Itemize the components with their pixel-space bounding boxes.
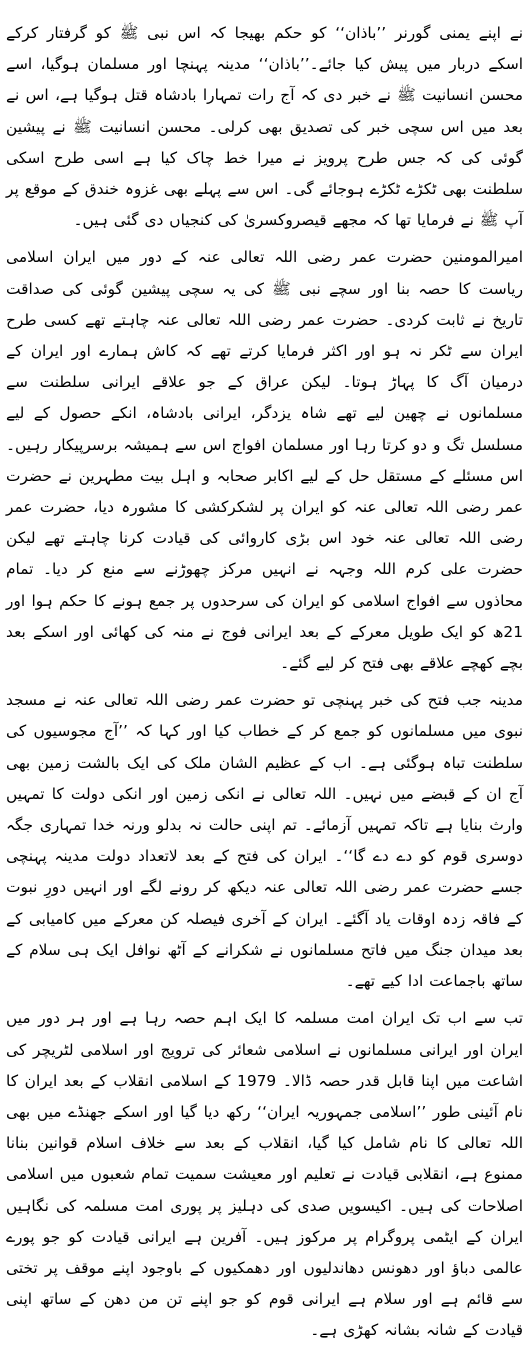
paragraph-1: نے اپنے یمنی گورنر ’’باذان‘‘ کو حکم بھیجا کہ اس نبی ﷺ کو گرفتار کرکے اسکے دربار میں پیش کیا جائے۔’’باذان‘‘ مدینہ پہنچا اور مسلمان ہوگیا، اسے محسن انسانیت ﷺ نے خبر دی کہ آج رات تمہارا بادشاہ قتل ہوگیا ہے، اس نے بعد میں اس سچی خبر کی تصدیق بھی کرلی۔ محسن انسانیت ﷺ نے پیشین گوئی کی کہ جس طرح پرویز نے میرا خط چاک کیا ہے اسی طرح اسکی سلطنت بھی ٹکڑے ٹکڑے ہوجائے گی۔ اس سے پہلے بھی غزوہ خندق کے موقع پر آپ ﷺ نے فرمایا تھا کہ مجھے قیصروکسریٰ کی کنجیاں دی گئی ہیں۔ bbox=[6, 24, 523, 230]
paragraph-4: تب سے اب تک ایران امت مسلمہ کا ایک اہم حصہ رہا ہے اور ہر دور میں ایران اور ایرانی مسلمانوں نے اسلامی شعائر کی ترویج اور اسلامی لٹریچر کی اشاعت میں اپنا قابل قدر حصہ ڈالا۔ 1979 کے اسلامی انقلاب کے بعد ایران کا نام آئینی طور ’’اسلامی جمہوریہ ایران‘‘ رکھ دیا گیا اور اسکے جھنڈے میں بھی اللہ تعالی کا نام شامل کیا گیا، انقلاب کے بعد سے خلاف اسلام قوانین بنانا ممنوع ہے، انقلابی قیادت نے تعلیم اور معیشت سمیت تمام شعبوں میں اسلامی اصلاحات کی ہیں۔ اکیسویں صدی کی دہلیز پر پوری امت مسلمہ کی نگاہیں ایران کے ایٹمی پروگرام پر مرکوز ہیں۔ آفرین ہے ایرانی قیادت کو جو پورے عالمی دباؤ اور دھونس دھاندلیوں اور دھمکیوں کے باوجود اپنے موقف پر تختی سے قائم ہے اور سلام ہے ایرانی قوم کو جو اپنے تن من دھن کے ساتھ اپنی قیادت کے شانہ بشانہ کھڑی ہے۔ bbox=[6, 1009, 523, 1340]
paragraph-2: امیرالمومنین حضرت عمر رضی اللہ تعالی عنہ کے دور میں ایران اسلامی ریاست کا حصہ بنا اور سچے نبی ﷺ کی یہ سچی پیشین گوئی کی صداقت تاریخ نے ثابت کردی۔ حضرت عمر رضی اللہ تعالی عنہ چاہتے تھے کسی طرح ایران سے ٹکر نہ ہو اور اکثر فرمایا کرتے تھے کہ کاش ہمارے اور ایران کے درمیان آگ کا پہاڑ ہوتا۔ لیکن عراق کے جو علاقے ایرانی سلطنت سے مسلمانوں نے چھین لیے تھے شاہ یزدگر، ایرانی بادشاہ، انکے حصول کے لیے مسلسل تگ و دو کرتا رہا اور مسلمان افواج اس سے ہمیشہ برسرپیکار رہیں۔ اس مسئلے کے مستقل حل کے لیے اکابر صحابہ و اہل بیت مطہرین نے حضرت عمر رضی اللہ تعالی عنہ کو ایران پر لشکرکشی کا مشورہ دیا، حضرت عمر رضی اللہ تعالی عنہ خود اس بڑی کاروائی کی قیادت کرنا چاہتے تھے لیکن حضرت علی کرم اللہ وجہہ نے انہیں مرکز چھوڑنے سے منع کر دیا۔ تمام محاذوں سے افواج اسلامی کو ایران کی سرحدوں پر جمع ہونے کا حکم ہوا اور 21ھ کو ایک طویل معرکے کے بعد ایرانی فوج نے منہ کی کھائی اور اسکے بعد بچے کھچے علاقے بھی فتح کر لیے گئے۔ bbox=[6, 248, 523, 673]
paragraph-3: مدینہ جب فتح کی خبر پہنچی تو حضرت عمر رضی اللہ تعالی عنہ نے مسجد نبوی میں مسلمانوں کو جمع کر کے خطاب کیا اور کہا کہ ’’آج مجوسیوں کی سلطنت تباہ ہوگئی ہے۔ اب کے عظیم الشان ملک کی ایک بالشت زمین بھی آج ان کے قبضے میں نہیں۔ اللہ تعالی نے انکی زمین اور انکی دولت کا تمہیں وارث بنایا ہے تاکہ تمہیں آزمائے۔ تم اپنی حالت نہ بدلو ورنہ خدا تمہاری جگہ دوسری قوم کو دے دے گا‘‘۔ ایران کی فتح کے بعد لاتعداد دولت مدینہ پہنچی جسے حضرت عمر رضی اللہ تعالی عنہ دیکھ کر رونے لگے اور انہیں دورِ نبوت کے فاقہ زدہ اوقات یاد آگئے۔ ایران کے آخری فیصلہ کن معرکے میں کامیابی کے بعد میدان جنگ میں فاتح مسلمانوں نے شکرانے کے آٹھ نوافل ایک ہی سلام کے ساتھ باجماعت ادا کیے تھے۔ bbox=[6, 691, 523, 991]
